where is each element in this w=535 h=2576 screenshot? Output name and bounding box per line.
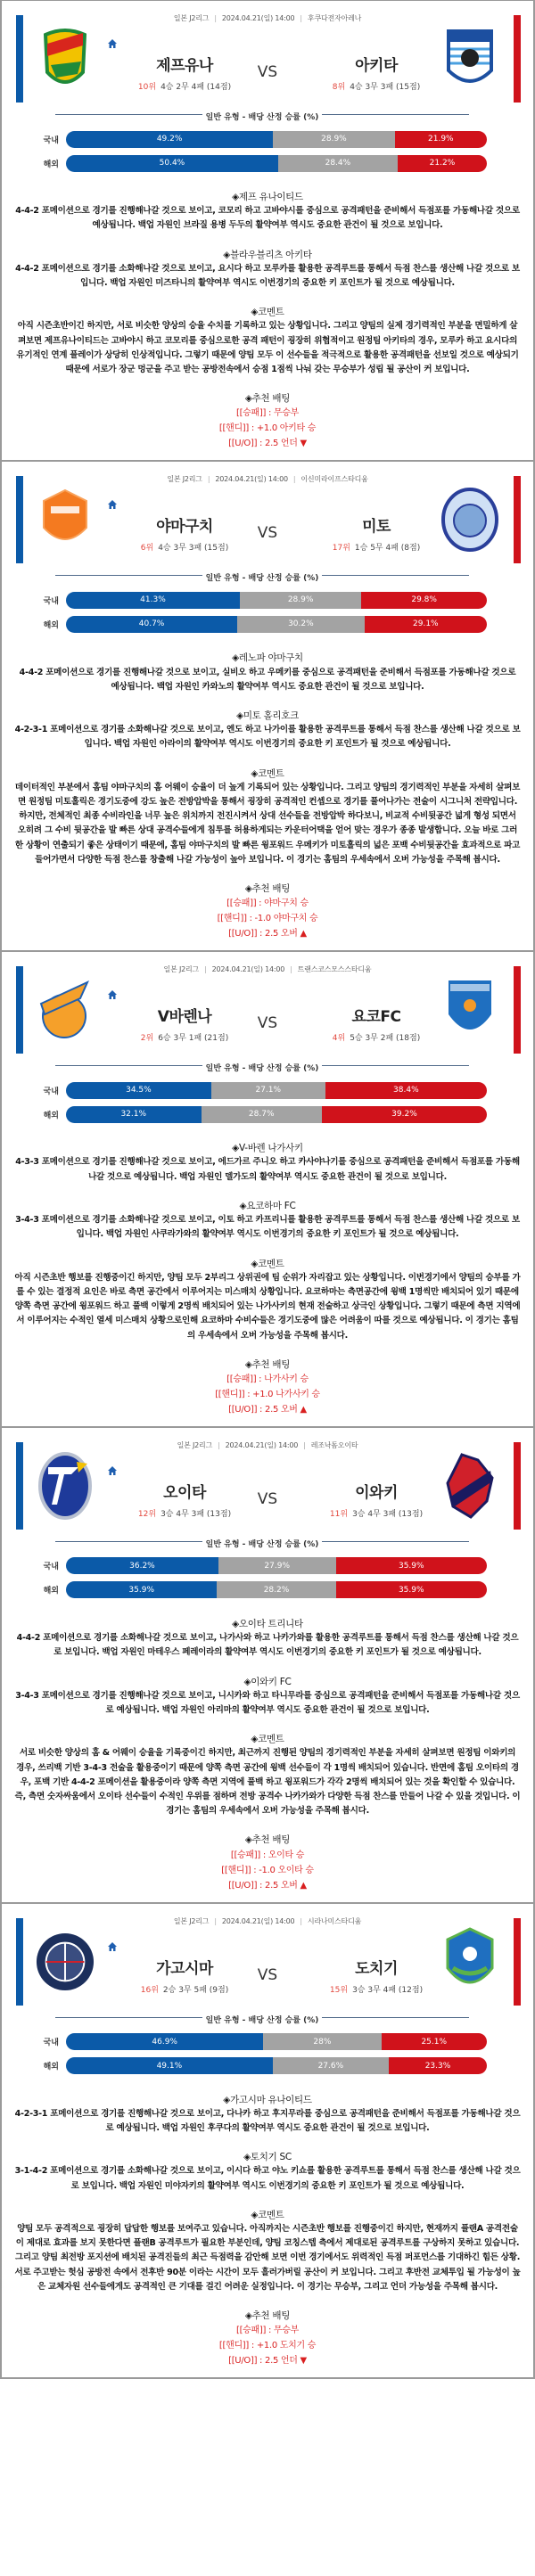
home-analysis: [14, 2093, 521, 2137]
vs-label: VS: [257, 63, 278, 81]
meta-separator: |: [300, 14, 302, 22]
home-team-record: [118, 1031, 251, 1043]
odds-row-label: 해외: [43, 620, 59, 630]
away-analysis-text: 3-1-4-2 포메이션으로 경기를 소화해나갈 것으로 보이고, 이시다 하고 야노 키쇼를 활용한 공격루트를 통해서 득점 찬스를 생산해 나갈 것으로 보입니다. 백업 자원인 미야자키의 활약여부 역시도 이번경기의 중요한 키 포인트가 될 것으로 예상됩니다.: [14, 2166, 521, 2191]
home-color-bar: [16, 1442, 23, 1530]
home-analysis-title: ◈가고시마 유나이티드: [223, 2094, 312, 2105]
away-team-name: 미토: [362, 518, 391, 537]
league-name: 일본 J2리그: [173, 1916, 210, 1925]
home-win-pct: 32.1%: [66, 1106, 202, 1123]
odds-title: 일반 유형 - 배당 산정 승률 (%): [205, 113, 319, 122]
recommended-picks: [14, 1358, 521, 1417]
vs-label: VS: [257, 1965, 278, 1984]
comment-section: [14, 1732, 521, 1818]
meta-separator: |: [300, 1916, 302, 1925]
home-win-pct: 41.3%: [66, 592, 240, 609]
away-team-rank: 4위: [332, 1034, 346, 1044]
match-card: [2, 952, 533, 1428]
home-team-rank: 16위: [140, 1985, 159, 1995]
pick-over-under: [[U/O]] : 2.5 오버 ▲: [228, 1880, 307, 1891]
home-win-pct: 34.5%: [66, 1082, 211, 1099]
meta-separator: |: [303, 1440, 306, 1449]
comment-section: [14, 305, 521, 377]
home-analysis-title: ◈V-바렌 나가사키: [232, 1143, 303, 1154]
match-meta: [2, 1440, 533, 1450]
comment-text: 양팀 모두 공격적으로 굉장히 답답한 행보를 보여주고 있습니다. 아직까지는 시즌초반 행보를 진행중이긴 하지만, 현재까지 플랜A 공격전술이 제대로 효과를 보지 못한다면 플랜B 공격루트가 필요한 부분인데, 양팀 코칭스텝 측에서 제대로된 공격루트를 구상하지 못하고 있습니다. 그리고 양팀 최전방 포지션에 배치된 공격진들의 최근 득점력을 감안해 보면 이번 경기에서도 위력적인 득점 퍼포먼스를 기대하긴 힘든 상황. 서로 주고받는 헛심 공방전 속에서 전후반 90분 이라는 시간이 모두 흘러가버릴 공산이 커 보입니다. 그리고 후반전 교체투입 될 가능성이 높은 교체자원 선수들에게도 공격적인 큰 기대를 걸긴 어려운 실정입니다. 이 경기는 무승부, 그리고 언더 가능성을 주목해 봅시다.: [14, 2223, 521, 2292]
away-analysis: [14, 1675, 521, 1719]
away-color-bar: [514, 15, 521, 103]
away-analysis-title: ◈미토 홀리호크: [236, 710, 299, 722]
away-analysis-title: ◈요코하마 FC: [239, 1200, 296, 1211]
pick-over-under: [[U/O]] : 2.5 오버 ▲: [228, 1404, 307, 1415]
away-win-pct: 35.9%: [336, 1581, 487, 1598]
away-analysis: [14, 248, 521, 291]
away-win-pct: 29.1%: [365, 616, 487, 633]
away-analysis-title: ◈이와키 FC: [243, 1676, 292, 1687]
home-team-rank: 2위: [140, 1034, 154, 1044]
pick-over-under: [[U/O]] : 2.5 언더 ▼: [228, 439, 307, 449]
v-varen-nagasaki-logo: [36, 975, 95, 1045]
away-team-name: 아키타: [355, 57, 398, 75]
home-team-name: 제프유나: [156, 57, 213, 75]
pick-over-under: [[U/O]] : 2.5 언더 ▼: [228, 2356, 307, 2367]
home-analysis-text: 4-4-2 포메이션으로 경기를 진행해나갈 것으로 보이고, 코모리 하고 고바야시를 중심으로 공격패턴을 준비해서 득점포를 가동해나갈 것으로 예상됩니다. 백업 자원인 브라질 용병 두두의 활약여부 역시도 중요한 관건이 될 것으로 보입니다.: [15, 206, 520, 231]
away-analysis-text: 3-4-3 포메이션으로 경기를 진행해나갈 것으로 보이고, 니시카와 하고 타니무라를 중심으로 공격패턴을 준비해서 득점포를 가동해나갈 것으로 예상됩니다. 백업 자원인 아리마의 활약여부 역시도 중요한 관건이 될 것으로 보입니다.: [15, 1690, 520, 1715]
away-team-rank: 15위: [329, 1985, 349, 1995]
analysis-body: [2, 633, 533, 941]
odds-bar: [66, 155, 487, 172]
home-team-name: 야마구치: [156, 518, 213, 537]
away-team-stats: 1승 5무 4패 (8점): [354, 544, 421, 554]
recommended-picks: [14, 882, 521, 941]
vs-label: VS: [257, 524, 278, 543]
home-analysis-title: ◈제프 유나이티드: [232, 192, 303, 202]
match-card: [2, 1904, 533, 2380]
match-header: [2, 462, 533, 567]
home-team-stats: 2승 3무 5패 (9점): [162, 1985, 229, 1995]
odds-bar: [66, 1106, 487, 1123]
odds-header: [55, 1533, 469, 1551]
divider-line: [322, 2017, 469, 2018]
draw-pct: 28.2%: [217, 1581, 335, 1598]
odds-row-domestic: [2, 1081, 533, 1099]
home-analysis: [14, 1141, 521, 1185]
away-team: [309, 1956, 443, 1995]
league-name: 일본 J2리그: [177, 1440, 213, 1449]
draw-pct: 28%: [263, 2033, 381, 2050]
match-datetime: 2024.04.21(일) 14:00: [221, 1916, 295, 1925]
pick-result: [[승패]] : 나가사키 승: [226, 1374, 309, 1384]
pick-handicap: [[핸디]] : +1.0 도치기 승: [218, 2341, 317, 2351]
away-team-record: [309, 1507, 443, 1519]
home-win-pct: 49.1%: [66, 2057, 273, 2074]
kagoshima-united-logo: [36, 1927, 95, 1997]
match-datetime: 2024.04.21(일) 14:00: [221, 14, 295, 22]
away-analysis-title: ◈블라우블리츠 아키타: [223, 249, 312, 260]
home-analysis-text: 4-3-3 포메이션으로 경기를 진행해나갈 것으로 보이고, 에드가르 주니오 하고 카사야나기를 중심으로 공격패턴을 준비해서 득점포를 가동해나갈 것으로 예상됩니다. 백업 자원인 델가도의 활약여부 역시도 중요한 관건이 될 것으로 보입니다.: [15, 1157, 520, 1182]
divider-line: [55, 575, 202, 576]
away-team-stats: 4승 3무 3패 (15점): [350, 83, 421, 92]
comment-text: 아직 시즌초반 행보를 진행중이긴 하지만, 양팀 모두 2부리그 상위권에 팀 순위가 자리잡고 있는 상황입니다. 이번경기에서 양팀의 승부를 가를 수 있는 결정적 요인은 바로 측면 공간에서 이루어지는 미스매치 상황입니다. 요코하마는 측면공간에 윙백 1명씩만 배치되어 있기 때문에 양쪽 측면 공간에 윙포워드 하고 풀백 이렇게 2명씩 배치되어 있는 나가사키의 현재 전술하고 상극인 상황입니다. 그렇기 때문에 측면 지역에서 이루어지는 수적인 열세 미스매치 상황으로인해 요코하마 수비수들은 경기도중에 많은 어려움이 따를 것으로 예상됩니다. 이 경기는 홈팀의 우세속에서 오버 가능성을 주목해 봅시다.: [14, 1272, 521, 1341]
away-team-name: 이와키: [355, 1483, 398, 1502]
home-team-record: [118, 541, 251, 553]
away-analysis-text: 4-2-3-1 포메이션으로 경기를 소화해나갈 것으로 보이고, 엔도 하고 나가이를 활용한 공격루트를 통해서 득점 찬스를 생산해 나갈 것으로 보입니다. 백업 자원인 아라이의 활약여부 역시도 이번경기의 중요한 키 포인트가 될 것으로 예상됩니다.: [14, 725, 521, 750]
odds-row-label: 해외: [43, 2063, 59, 2072]
home-analysis-text: 4-2-3-1 포메이션으로 경기를 진행해나갈 것으로 보이고, 다나카 하고 후지무라를 중심으로 공격패턴을 준비해서 득점포를 가동해나갈 것으로 예상됩니다. 백업 자원인 후쿠다의 활약여부 역시도 중요한 관건이 될 것으로 보입니다.: [14, 2108, 521, 2133]
home-team-stats: 4승 3무 3패 (15점): [158, 544, 229, 554]
odds-row-label: 해외: [43, 1587, 59, 1596]
yokohama-fc-logo: [440, 975, 499, 1045]
match-meta: [2, 474, 533, 484]
odds-title: 일반 유형 - 배당 산정 승률 (%): [205, 2015, 319, 2025]
home-team-stats: 6승 3무 1패 (21점): [158, 1034, 229, 1044]
away-analysis-text: 4-4-2 포메이션으로 경기를 소화해나갈 것으로 보이고, 요시다 하고 모루카를 활용한 공격루트를 통해서 득점 찬스를 생산해 나갈 것으로 보입니다. 백업 자원인 미즈타니의 활약여부 역시도 이번경기의 중요한 키 포인트가 될 것으로 예상됩니다.: [15, 263, 520, 289]
match-meta: [2, 13, 533, 23]
match-meta: [2, 964, 533, 974]
away-color-bar: [514, 966, 521, 1054]
odds-row-domestic: [2, 130, 533, 148]
blaublitz-akita-logo: [440, 24, 499, 94]
away-color-bar: [514, 1442, 521, 1530]
home-win-pct: 36.2%: [66, 1557, 218, 1574]
home-icon: [107, 499, 118, 510]
away-color-bar: [514, 1918, 521, 2006]
pick-handicap: [[핸디]] : -1.0 야마구치 승: [217, 914, 318, 924]
odds-bar: [66, 592, 487, 609]
comment-text: 아직 시즌초반이긴 하지만, 서로 비슷한 양상의 승율 수치를 기록하고 있는 상황입니다. 그리고 양팀의 실제 경기력적인 부분을 면밀하게 살펴보면 제프유나이티드는 고바야시 하고 코모리를 중심으로한 공격 패턴이 굉장히 위협적이고 원정팀 아키타의 경우, 모루카 하고 요시다의 유기적인 연계 플레이가 상당히 인상적입니다. 그렇기 때문에 양팀 모두 이 선수들을 적극적으로 활용한 공격패턴을 선보일 것으로 예상되기 때문에 서로가 장군 멍군을 주고 받는 공방전속에서 승점 1점씩 나눠 갖는 무승부가 성립 될 공산이 커 보입니다.: [16, 321, 519, 375]
odds-title: 일반 유형 - 배당 산정 승률 (%): [205, 1064, 319, 1074]
away-analysis-title: ◈토치기 SC: [243, 2152, 292, 2163]
tochigi-sc-logo: [440, 1927, 499, 1997]
match-datetime: 2024.04.21(일) 14:00: [225, 1440, 299, 1449]
away-team-record: [309, 80, 443, 92]
jef-united-logo: [36, 24, 95, 94]
away-win-pct: 21.9%: [395, 131, 487, 148]
pick-result: [[승패]] : 오이타 승: [230, 1850, 305, 1860]
home-team-rank: 6위: [140, 544, 154, 554]
comment-title: ◈코멘트: [251, 767, 284, 779]
away-analysis: [14, 709, 521, 752]
odds-row-overseas: [2, 1581, 533, 1599]
analysis-body: [2, 1599, 533, 1893]
away-team-rank: 11위: [329, 1509, 349, 1519]
venue: 레조낙돔오이타: [310, 1440, 358, 1449]
home-team-name: 가고시마: [156, 1959, 213, 1978]
away-team: [309, 1480, 443, 1519]
away-team-record: [309, 1031, 443, 1043]
renofa-yamaguchi-logo: [36, 485, 95, 554]
meta-separator: |: [207, 475, 210, 484]
odds-row-overseas: [2, 615, 533, 633]
away-team-stats: 5승 3무 2패 (18점): [350, 1034, 421, 1044]
pick-result: [[승패]] : 야마구치 승: [226, 898, 309, 909]
odds-title: 일반 유형 - 배당 산정 승률 (%): [205, 1539, 319, 1549]
venue: 트랜스코스모스스타디움: [297, 965, 372, 974]
odds-row-label: 국내: [43, 596, 59, 606]
home-win-pct: 49.2%: [66, 131, 273, 148]
home-color-bar: [16, 476, 23, 563]
comment-text: 데이터적인 부분에서 홈팀 야마구치의 홈 어웨이 승율이 더 높게 기록되어 있는 상황입니다. 그리고 양팀의 경기력적인 부분을 자세히 살펴보면 원정팀 미토홀릭은 경기도중에 강도 높은 전방압박을 통해서 굉장히 공격적인 컨셉으로 경기를 풀어나가는 전술이 시그니처 전략입니다. 하지만, 전체적인 최종 수비라인을 너무 높은 위치까지 전진시켜서 상대 선수들을 전방압박 하다보니, 비교적 수비뒷공간 넓게 형성 되면서 오히려 그 수비 뒷공간을 발 빠른 상대 공격수들에게 침투를 허용하게되는 카운터어택을 얻어 맞는 경우가 종종 발생합니다. 오늘 바로 그러한 상황이 연출되기 좋은 상태이기 때문에, 홈팀 야마구치의 발 빠른 윙포워드 우메키가 미토홀릭의 넓은 포백 수비뒷공간을 효과적으로 파고들어가면서 다양한 득점 찬스를 창출해 나갈 가능성이 높아 보입니다. 이 경기는 홈팀의 우세속에서 오버 가능성을 주목해 봅시다.: [14, 782, 521, 865]
odds-row-label: 국내: [43, 1563, 59, 1572]
home-analysis-title: ◈오이타 트리니타: [232, 1618, 303, 1629]
home-icon: [107, 989, 118, 1000]
divider-line: [322, 114, 469, 115]
away-team: [309, 1004, 443, 1043]
odds-bar: [66, 131, 487, 148]
away-team-stats: 3승 3무 4패 (12점): [352, 1985, 424, 1995]
away-team-rank: 8위: [332, 83, 346, 92]
home-win-pct: 35.9%: [66, 1581, 217, 1598]
home-win-pct: 50.4%: [66, 155, 278, 172]
home-icon: [107, 1941, 118, 1952]
odds-row-domestic: [2, 2033, 533, 2051]
draw-pct: 28.4%: [278, 155, 398, 172]
match-header: [2, 1428, 533, 1533]
home-team-rank: 12위: [137, 1509, 157, 1519]
picks-title: ◈추천 배팅: [244, 1834, 291, 1846]
away-win-pct: 25.1%: [382, 2033, 487, 2050]
odds-title: 일반 유형 - 배당 산정 승률 (%): [205, 574, 319, 584]
comment-title: ◈코멘트: [251, 307, 284, 318]
home-color-bar: [16, 966, 23, 1054]
match-card: [2, 462, 533, 952]
home-color-bar: [16, 1918, 23, 2006]
venue: 후쿠다전자아레나: [307, 14, 362, 22]
home-analysis: [14, 1617, 521, 1661]
home-win-pct: 40.7%: [66, 616, 237, 633]
match-datetime: 2024.04.21(일) 14:00: [211, 965, 285, 974]
venue: 이신미라이프스타디움: [300, 475, 368, 484]
match-meta: [2, 1916, 533, 1926]
match-header: [2, 952, 533, 1057]
home-team-rank: 10위: [137, 83, 157, 92]
league-name: 일본 J2리그: [167, 475, 202, 484]
odds-row-domestic: [2, 1557, 533, 1575]
odds-row-label: 해외: [43, 1111, 59, 1120]
draw-pct: 27.6%: [273, 2057, 389, 2074]
away-win-pct: 39.2%: [322, 1106, 487, 1123]
meta-separator: |: [204, 965, 207, 974]
home-team-record: [118, 80, 251, 92]
odds-bar: [66, 1082, 487, 1099]
home-team-name: V바렌나: [157, 1008, 212, 1027]
home-analysis-text: 4-4-2 포메이션으로 경기를 소화해나갈 것으로 보이고, 나가사와 하고 나카가와를 활용한 공격루트를 통해서 득점 찬스를 생산해 나갈 것으로 보입니다. 백업 자원인 마테우스 페레이라의 활약여부 역시도 이번경기의 중요한 키 포인트가 될 것으로 예상됩니다.: [16, 1633, 519, 1658]
away-team: [309, 513, 443, 553]
odds-bar: [66, 616, 487, 633]
comment-section: [14, 1257, 521, 1343]
match-card: [2, 1428, 533, 1904]
comment-title: ◈코멘트: [251, 1734, 284, 1745]
home-team-name: 오이타: [163, 1483, 206, 1502]
home-icon: [107, 1465, 118, 1476]
picks-title: ◈추천 배팅: [244, 393, 291, 405]
divider-line: [322, 1541, 469, 1542]
meta-separator: |: [218, 1440, 220, 1449]
meta-separator: |: [214, 1916, 217, 1925]
divider-line: [55, 1541, 202, 1542]
away-color-bar: [514, 476, 521, 563]
pick-handicap: [[핸디]] : -1.0 오이타 승: [221, 1865, 314, 1875]
analysis-body: [2, 2075, 533, 2369]
analysis-body: [2, 1123, 533, 1417]
home-analysis-title: ◈레노파 야마구치: [232, 652, 303, 664]
home-team-stats: 4승 2무 4패 (14점): [160, 83, 232, 92]
home-team-record: [118, 1507, 251, 1519]
odds-bar: [66, 2033, 487, 2050]
away-win-pct: 38.4%: [325, 1082, 487, 1099]
meta-separator: |: [290, 965, 292, 974]
divider-line: [322, 575, 469, 576]
picks-title: ◈추천 배팅: [244, 883, 291, 895]
away-win-pct: 29.8%: [361, 592, 487, 609]
comment-text: 서로 비슷한 양상의 홈 & 어웨이 승율을 기록중이긴 하지만, 최근까지 진행된 양팀의 경기력적인 부분을 자세히 살펴보면 원정팀 이와키의 경우, 쓰리백 기반 3-4-3 전술을 활용중이기 때문에 양쪽 측면 공간에 윙백 선수들이 각 1명씩 배치되어 있습니다. 반면에 홈팀 오이타의 경우, 포백 기반 4-4-2 포메이션을 활용중이라 양쪽 측면 지역에 풀백 하고 윙포워드가 각각 2명씩 배치되어 있는 것을 확인할 수 있습니다. 즉, 측면 숫자싸움에서 오이타 선수들이 수적인 우위를 점하며 전방 공격수 나카가와가 다양한 득점 찬스를 만들어 나갈 수 있을 것입니다. 이 경기는 홈팀의 우세속에서 오버 가능성을 주목해 봅시다.: [14, 1748, 521, 1817]
venue: 시라나미스타디움: [307, 1916, 362, 1925]
away-win-pct: 23.3%: [389, 2057, 487, 2074]
odds-row-overseas: [2, 154, 533, 172]
pick-over-under: [[U/O]] : 2.5 오버 ▲: [228, 929, 307, 939]
divider-line: [55, 114, 202, 115]
draw-pct: 30.2%: [237, 616, 365, 633]
comment-section: [14, 2208, 521, 2294]
match-header: [2, 1904, 533, 2009]
away-analysis: [14, 2150, 521, 2194]
odds-row-label: 국내: [43, 2039, 59, 2048]
home-analysis: [14, 651, 521, 694]
odds-header: [55, 567, 469, 585]
odds-row-overseas: [2, 2057, 533, 2075]
draw-pct: 28.9%: [273, 131, 394, 148]
odds-bar: [66, 1581, 487, 1598]
divider-line: [322, 1065, 469, 1066]
pick-result: [[승패]] : 무승부: [235, 408, 300, 419]
recommended-picks: [14, 1833, 521, 1892]
away-team-record: [309, 541, 443, 553]
draw-pct: 27.1%: [211, 1082, 325, 1099]
vs-label: VS: [257, 1014, 278, 1033]
league-name: 일본 J2리그: [173, 14, 210, 22]
mito-hollyhock-logo: [440, 485, 499, 554]
odds-row-domestic: [2, 591, 533, 609]
home-analysis-text: 4-4-2 포메이션으로 경기를 진행해나갈 것으로 보이고, 실비오 하고 우메키를 중심으로 공격패턴을 준비해서 득점포를 가동해나갈 것으로 예상됩니다. 백업 자원인 카와노의 활약여부 역시도 중요한 관건이 될 것으로 보입니다.: [19, 667, 516, 692]
away-team-name: 요코FC: [351, 1008, 401, 1027]
pick-handicap: [[핸디]] : +1.0 아키타 승: [218, 423, 317, 434]
meta-separator: |: [292, 475, 296, 484]
odds-row-label: 해외: [43, 160, 59, 169]
match-header: [2, 1, 533, 106]
divider-line: [55, 2017, 202, 2018]
away-analysis: [14, 1199, 521, 1243]
home-color-bar: [16, 15, 23, 103]
comment-title: ◈코멘트: [251, 2209, 284, 2220]
picks-title: ◈추천 배팅: [244, 2310, 291, 2321]
away-win-pct: 35.9%: [336, 1557, 487, 1574]
oita-trinita-logo: [36, 1451, 95, 1521]
recommended-picks: [14, 2309, 521, 2368]
match-card: [2, 0, 533, 462]
home-team-record: [118, 1983, 251, 1995]
odds-bar: [66, 2057, 487, 2074]
league-name: 일본 J2리그: [163, 965, 200, 974]
odds-row-label: 국내: [43, 135, 59, 145]
picks-title: ◈추천 배팅: [244, 1358, 291, 1370]
away-team-record: [309, 1983, 443, 1995]
away-team-rank: 17위: [332, 544, 350, 554]
home-team-stats: 3승 4무 3패 (13점): [160, 1509, 232, 1519]
odds-row-label: 국내: [43, 1087, 59, 1096]
odds-header: [55, 2009, 469, 2027]
home-analysis: [14, 190, 521, 234]
divider-line: [55, 1065, 202, 1066]
analysis-body: [2, 172, 533, 451]
iwaki-fc-logo: [440, 1451, 499, 1521]
draw-pct: 28.7%: [202, 1106, 322, 1123]
match-datetime: 2024.04.21(일) 14:00: [215, 475, 288, 484]
away-team-name: 도치기: [355, 1959, 398, 1978]
recommended-picks: [14, 391, 521, 451]
odds-header: [55, 1057, 469, 1075]
pick-result: [[승패]] : 무승부: [235, 2326, 300, 2336]
away-win-pct: 21.2%: [398, 155, 487, 172]
meta-separator: |: [214, 14, 217, 22]
odds-row-overseas: [2, 1105, 533, 1123]
away-team: [309, 53, 443, 92]
away-team-stats: 3승 4무 3패 (13점): [352, 1509, 424, 1519]
away-analysis-text: 3-4-3 포메이션으로 경기를 소화해나갈 것으로 보이고, 이토 하고 카프리니를 활용한 공격루트를 통해서 득점 찬스를 생산해 나갈 것으로 보입니다. 백업 자원인 사쿠라가와의 활약여부 역시도 이번경기의 중요한 키 포인트가 될 것으로 예상됩니다.: [15, 1215, 520, 1240]
vs-label: VS: [257, 1489, 278, 1508]
comment-title: ◈코멘트: [251, 1258, 284, 1269]
draw-pct: 28.9%: [240, 592, 361, 609]
draw-pct: 27.9%: [218, 1557, 336, 1574]
odds-bar: [66, 1557, 487, 1574]
odds-header: [55, 106, 469, 124]
pick-handicap: [[핸디]] : +1.0 나가사키 승: [215, 1389, 320, 1399]
home-icon: [107, 38, 118, 49]
home-win-pct: 46.9%: [66, 2033, 263, 2050]
comment-section: [14, 767, 521, 867]
